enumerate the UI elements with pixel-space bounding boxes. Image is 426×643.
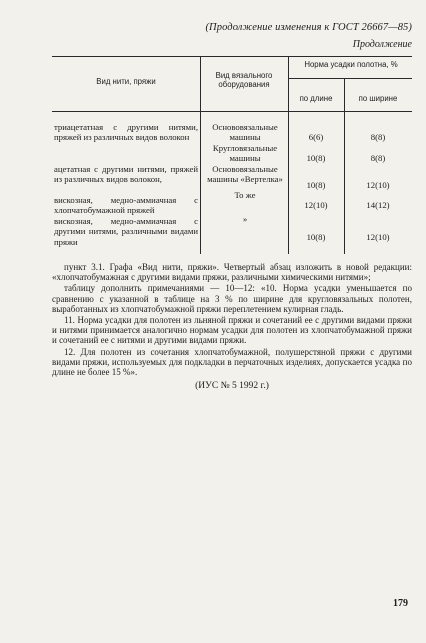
norm-column-header: Норма усадки полотна, % bbox=[304, 60, 398, 69]
table-cell-equipment: Основовязальные машины bbox=[212, 122, 278, 143]
table-cell-width: 8(8) bbox=[370, 132, 386, 142]
table-cell-length: 10(8) bbox=[306, 180, 326, 190]
norm-header-rule bbox=[288, 78, 412, 79]
iuc-reference: (ИУС № 5 1992 г.) bbox=[195, 381, 269, 392]
table-cell-fiber: вискозная, медно-аммиачная с другими нитями, различными видами пряжи bbox=[54, 216, 198, 247]
table-cell-length: 12(10) bbox=[304, 200, 328, 210]
paragraph-item-3-1: пункт 3.1. Графа «Вид нити, пряжи». Четвертый абзац изложить в новой редакции: «хлопчатобумажная с другими видами пряжи, различными химическими нитями»; bbox=[52, 262, 412, 283]
col-divider-1 bbox=[200, 56, 201, 254]
continuation-label: Продолжение bbox=[352, 39, 412, 50]
table-cell-fiber: триацетатная с другими нитями, пряжей из различных видов волокон bbox=[54, 122, 198, 143]
table-cell-equipment: То же bbox=[234, 190, 256, 200]
paragraph-notes-10: таблицу дополнить примечаниями — 10—12: «10. Норма усадки уменьшается по сравнению с указанной в таблице на 3 % по ширине для кругловязальных полотен, выработанных из хлопчатобумажной пряжи переплетением кулирная гладь. bbox=[52, 283, 412, 314]
table-cell-width: 12(10) bbox=[366, 232, 390, 242]
width-column-header: по ширине bbox=[358, 94, 398, 103]
paragraph-note-12: 12. Для полотен из сочетания хлопчатобумажной, полушерстяной пряжи с другими видами пряжи, используемых для подкладки в перчаточных изделиях, допускается усадка по длине не более 15 %». bbox=[52, 346, 412, 378]
table-cell-width: 12(10) bbox=[366, 180, 390, 190]
table-cell-length: 10(8) bbox=[306, 232, 326, 242]
continuation-title: (Продолжение изменения к ГОСТ 26667—85) bbox=[205, 22, 412, 33]
table-cell-length: 10(8) bbox=[306, 153, 326, 163]
table-top-rule bbox=[52, 56, 412, 57]
table-cell-equipment: » bbox=[242, 214, 248, 224]
table-cell-length: 6(6) bbox=[308, 132, 324, 142]
header-bottom-rule bbox=[52, 111, 412, 112]
table-cell-width: 14(12) bbox=[366, 200, 390, 210]
table-cell-width: 8(8) bbox=[370, 153, 386, 163]
table-cell-equipment: Кругловязальные машины bbox=[212, 143, 278, 164]
shrinkage-table bbox=[52, 56, 412, 254]
table-cell-equipment: Основовязальные машины «Вертелка» bbox=[207, 164, 283, 185]
paragraph-note-11: 11. Норма усадки для полотен из льняной пряжи и сочетаний ее с другими видами пряжи и нитями принимается аналогично нормам усадки для полотен из хлопчатобумажной пряжи и сочетаний ее с нитями и другими видами пряжи. bbox=[52, 315, 412, 346]
equipment-column-header: Вид вязального оборудования bbox=[215, 71, 273, 89]
table-cell-fiber: ацетатная с другими нитями, пряжей из различных видов волокон, bbox=[54, 164, 198, 185]
page-number: 179 bbox=[393, 598, 408, 609]
fiber-column-header: Вид нити, пряжи bbox=[96, 77, 156, 86]
length-column-header: по длине bbox=[299, 94, 333, 103]
col-divider-3 bbox=[344, 78, 345, 254]
table-cell-fiber: вискозная, медно-аммиачная с хлопчатобумажной пряжей bbox=[54, 195, 198, 216]
amendment-text bbox=[52, 262, 412, 392]
